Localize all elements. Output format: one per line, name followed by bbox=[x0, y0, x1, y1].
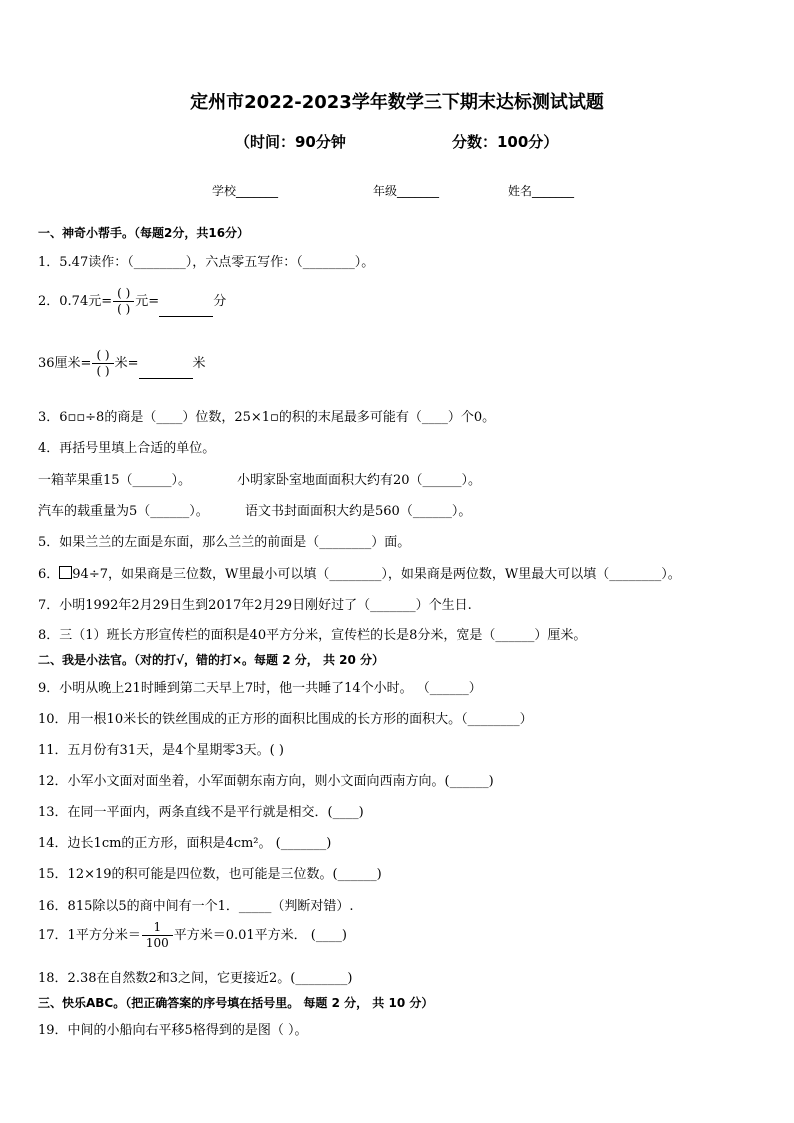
question-4a: 一箱苹果重15（______）。 bbox=[38, 473, 192, 488]
question-1: 1．5.47读作：（________），六点零五写作：（________）。 bbox=[38, 255, 375, 270]
question-4d: 语文书封面面积大约是560（______）。 bbox=[245, 504, 472, 519]
question-12: 12．小军小文面对面坐着，小军面朝东南方向，则小文面向西南方向。(______) bbox=[38, 774, 494, 789]
q2a-numerator: ( ) bbox=[117, 286, 131, 300]
q17-numerator: 1 bbox=[153, 920, 162, 934]
question-14: 14．边长1cm的正方形，面积是4cm²。 (_______) bbox=[38, 836, 332, 851]
q17-denominator: 100 bbox=[142, 935, 173, 951]
q2a-fraction bbox=[113, 286, 134, 317]
question-4c: 汽车的载重量为5（______）。 bbox=[38, 504, 209, 519]
section3-heading: 三、快乐ABC。（把正确答案的序号填在括号里。 每题 2 分， 共 10 分） bbox=[38, 996, 434, 1010]
q2b-fraction bbox=[92, 348, 113, 379]
question-8: 8．三（1）班长方形宣传栏的面积是40平方分米，宣传栏的长是8分米，宽是（______）厘米。 bbox=[38, 628, 587, 643]
question-2a bbox=[38, 286, 226, 317]
question-5: 5．如果兰兰的左面是东面，那么兰兰的前面是（________）面。 bbox=[38, 535, 411, 550]
q6-prefix: 6． bbox=[38, 567, 60, 582]
q2b-suffix: 米 bbox=[192, 356, 206, 371]
question-10: 10．用一根10米长的铁丝围成的正方形的面积比围成的长方形的面积大。（________） bbox=[38, 712, 533, 727]
exam-time: （时间：90分钟 bbox=[235, 133, 346, 151]
question-18: 18．2.38在自然数2和3之间，它更接近2。(________) bbox=[38, 971, 353, 986]
q2a-mid: 元= bbox=[135, 294, 160, 309]
q2b-denominator: ( ) bbox=[92, 363, 113, 379]
section2-heading: 二、我是小法官。（对的打√，错的打×。每题 2 分， 共 20 分） bbox=[38, 653, 384, 667]
question-11: 11．五月份有31天，是4个星期零3天。( ) bbox=[38, 743, 284, 758]
q2a-prefix: 2．0.74元= bbox=[38, 294, 113, 309]
q17-fraction bbox=[142, 920, 173, 951]
q2a-denominator: ( ) bbox=[113, 301, 134, 317]
page-title: 定州市2022-2023学年数学三下期末达标测试试题 bbox=[190, 92, 604, 113]
q17-prefix: 17．1平方分米＝ bbox=[38, 928, 141, 943]
question-9: 9．小明从晚上21时睡到第二天早上7时，他一共睡了14个小时。 （______） bbox=[38, 681, 482, 696]
question-13: 13．在同一平面内，两条直线不是平行就是相交．(____) bbox=[38, 805, 364, 820]
q2b-mid: 米= bbox=[114, 356, 139, 371]
section1-heading: 一、神奇小帮手。（每题2分，共16分） bbox=[38, 226, 250, 240]
school-field: 学校_______ bbox=[212, 184, 279, 198]
q2b-prefix: 36厘米= bbox=[38, 356, 92, 371]
grade-field: 年级_______ bbox=[373, 184, 440, 198]
q17-suffix: 平方米＝0.01平方米． (____) bbox=[173, 928, 347, 943]
question-4: 4．再括号里填上合适的单位。 bbox=[38, 441, 216, 456]
q2b-blank bbox=[139, 378, 193, 379]
q2a-suffix: 分 bbox=[213, 294, 227, 309]
question-4b: 小明家卧室地面面积大约有20（______）。 bbox=[237, 473, 482, 488]
question-6 bbox=[38, 563, 681, 582]
question-17 bbox=[38, 920, 347, 951]
q6-text: 94÷7，如果商是三位数，W里最小可以填（________），如果商是两位数，W里最大可以填（________）。 bbox=[72, 567, 681, 582]
question-19: 19．中间的小船向右平移5格得到的是图（ ）。 bbox=[38, 1023, 308, 1038]
q2b-numerator: ( ) bbox=[96, 348, 110, 362]
blank-box-icon bbox=[59, 566, 72, 579]
question-2b bbox=[38, 348, 206, 379]
question-16: 16．815除以5的商中间有一个1．_____（判断对错）. bbox=[38, 899, 354, 914]
question-15: 15．12×19的积可能是四位数，也可能是三位数。(______) bbox=[38, 867, 382, 882]
question-7: 7．小明1992年2月29日生到2017年2月29日刚好过了（_______）个生日. bbox=[38, 598, 472, 613]
question-3: 3．6▫▫÷8的商是（____）位数，25×1▫的积的末尾最多可能有（____）个0。 bbox=[38, 410, 496, 425]
q2a-blank bbox=[159, 316, 213, 317]
exam-score: 分数：100分） bbox=[452, 133, 559, 151]
name-field: 姓名_______ bbox=[508, 184, 575, 198]
